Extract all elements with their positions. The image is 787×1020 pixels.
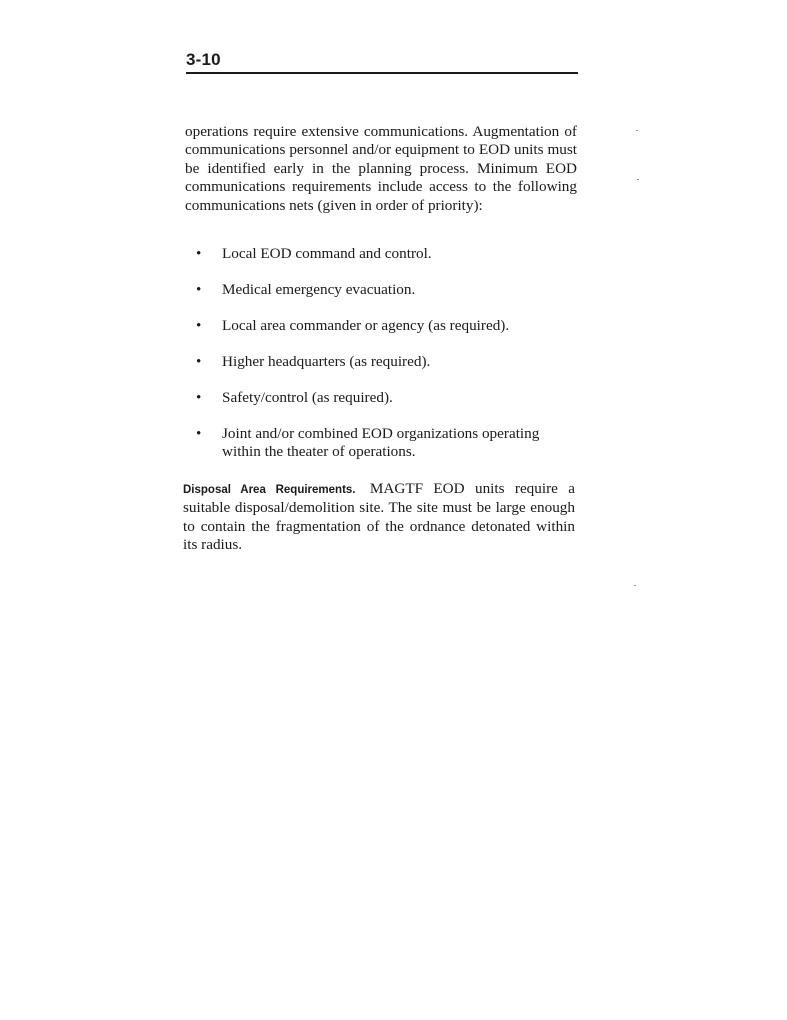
scan-speck	[637, 179, 639, 180]
intro-paragraph: operations require extensive communications. Augmentation of communications personnel and/or equipment to EOD units must be identified early in the planning process. Minimum EOD communications requirements include access to the following communications nets (given in order of priority):	[185, 123, 577, 214]
list-item	[185, 353, 577, 371]
bullet-icon: •	[196, 353, 202, 370]
disposal-area-paragraph	[183, 480, 575, 555]
list-item-text: Local area commander or agency (as required).	[222, 317, 510, 334]
list-item	[185, 245, 577, 263]
list-item	[185, 425, 577, 461]
list-item-text: Local EOD command and control.	[222, 245, 432, 262]
bullet-icon: •	[196, 281, 202, 298]
bullet-icon: •	[196, 317, 202, 334]
list-item-text: Joint and/or combined EOD organizations operating within the theater of operations.	[222, 425, 540, 460]
section-heading: Disposal Area Requirements.	[183, 484, 356, 496]
bullet-icon: •	[196, 245, 202, 262]
list-item	[185, 281, 577, 299]
list-item	[185, 317, 577, 335]
scan-speck	[634, 585, 636, 586]
page-number: 3-10	[186, 50, 221, 69]
list-item	[185, 389, 577, 407]
communications-nets-list	[185, 245, 577, 479]
list-item-text: Medical emergency evacuation.	[222, 281, 416, 298]
list-item-text: Higher headquarters (as required).	[222, 353, 431, 370]
bullet-icon: •	[196, 425, 202, 442]
section-body: MAGTF EOD units require a suitable disposal/demolition site. The site must be large enough to contain the fragmentation of the ordnance detonated within its radius.	[183, 480, 575, 554]
scan-speck	[636, 130, 638, 131]
header-rule	[186, 72, 578, 74]
bullet-icon: •	[196, 389, 202, 406]
list-item-text: Safety/control (as required).	[222, 389, 393, 406]
